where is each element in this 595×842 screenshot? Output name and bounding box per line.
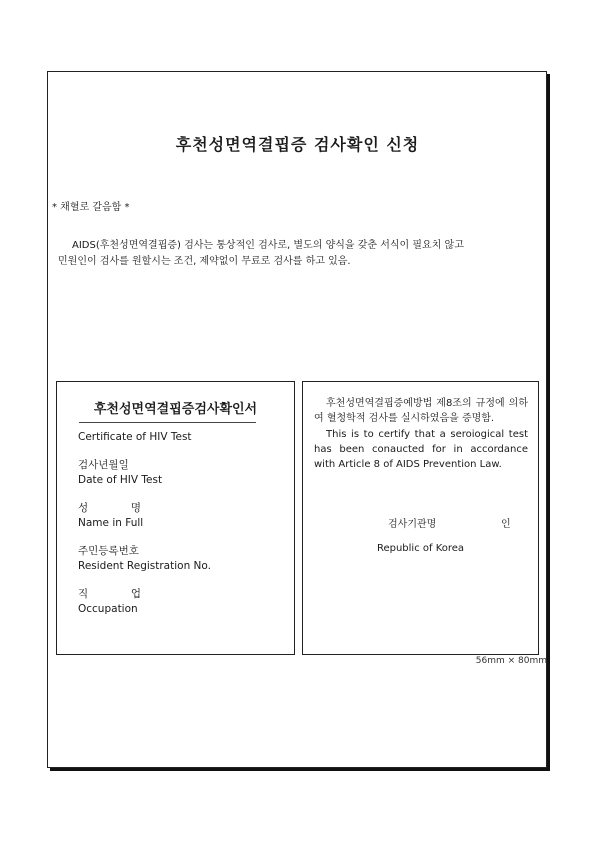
certificate-card xyxy=(56,381,295,655)
intro-paragraph xyxy=(58,238,534,270)
field-test-date xyxy=(78,458,162,488)
statement-ko: 후천성면역결핍증예방법 제8조의 규정에 의하여 혈청학적 검사를 실시하였음을 증명함. xyxy=(314,398,528,424)
certificate-title: 후천성면역결핍증검사확인서 xyxy=(93,402,258,417)
field-name-en: Name in Full xyxy=(78,517,144,529)
issuing-country: Republic of Korea xyxy=(376,543,465,554)
note-text: * 채혈로 갈음함 * xyxy=(52,202,130,213)
field-name-ko: 성 명 xyxy=(78,502,141,514)
size-note: 56mm × 80mm xyxy=(475,656,547,666)
certificate-subtitle-text: Certificate of HIV Test xyxy=(78,431,192,443)
statement-card xyxy=(302,381,539,655)
title-underline xyxy=(79,422,256,423)
field-registration-no xyxy=(78,544,211,574)
seal-mark: 인 xyxy=(501,519,511,530)
issuer-name: 검사기관명 xyxy=(388,519,437,530)
field-occupation-en: Occupation xyxy=(78,603,138,615)
field-occupation xyxy=(78,587,141,617)
field-test-date-en: Date of HIV Test xyxy=(78,474,163,486)
intro-line-2: 민원인이 검사를 원할시는 조건, 제약없이 무료로 검사를 하고 있음. xyxy=(58,256,351,267)
field-occupation-ko: 직 업 xyxy=(78,588,141,600)
intro-line-1: AIDS(후천성면역결핍증) 검사는 통상적인 검사로, 별도의 양식을 갖춘 서식이 필요치 않고 xyxy=(72,240,464,251)
field-registration-no-ko: 주민등록번호 xyxy=(78,545,139,557)
certificate-subtitle xyxy=(78,430,192,445)
field-name xyxy=(78,501,143,531)
statement-en: This is to certify that a seroiogical test has been conaucted for in accordance with Article 8 of AIDS Prevention Law. xyxy=(314,429,528,470)
statement-text xyxy=(314,396,528,472)
field-test-date-ko: 검사년월일 xyxy=(78,459,129,471)
field-registration-no-en: Resident Registration No. xyxy=(78,560,211,572)
page-title: 후천성면역결핍증 검사확인 신청 xyxy=(175,135,420,154)
